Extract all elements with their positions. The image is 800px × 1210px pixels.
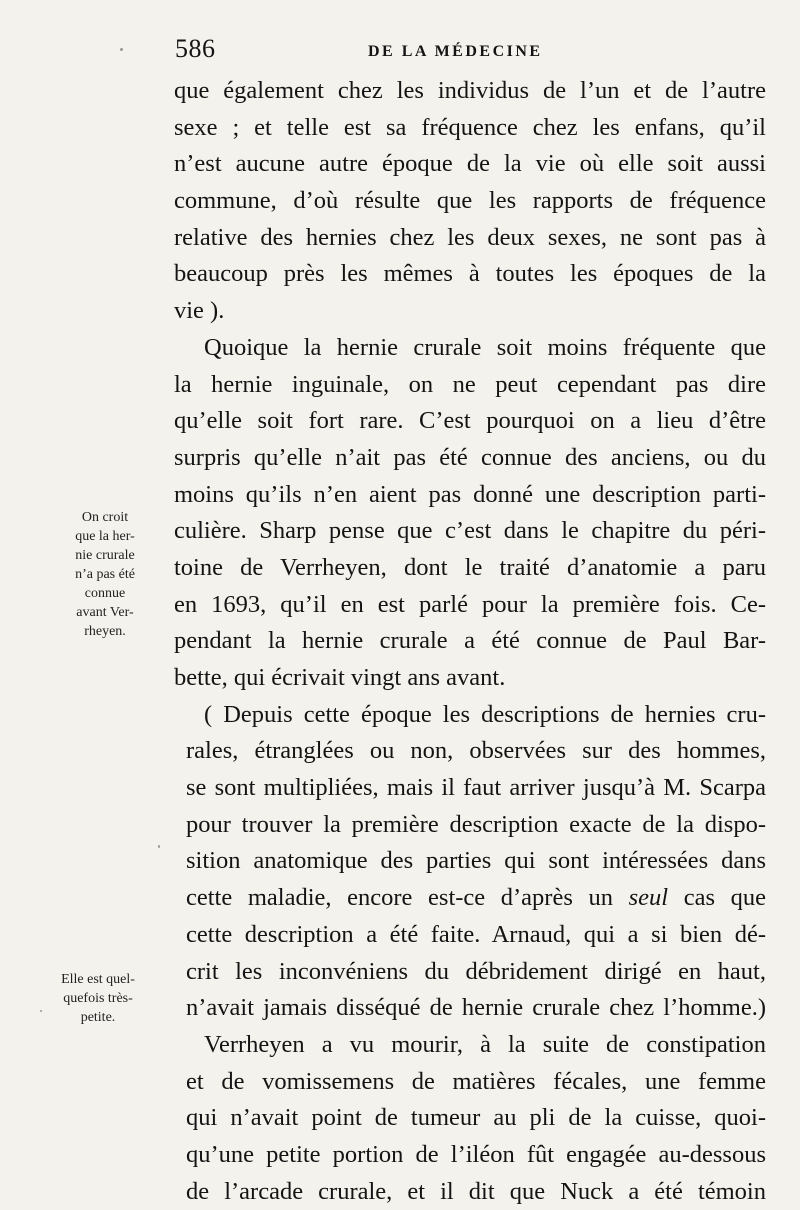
text-line: de l’arcade crurale, et il dit que Nuck a été témoin xyxy=(186,1177,766,1205)
text-line: beaucoup près les mêmes à toutes les époques de la xyxy=(174,260,766,288)
margin-note xyxy=(48,970,148,1027)
margin-note-line: avant Ver- xyxy=(76,605,134,620)
text-line: que également chez les individus de l’un et de l’autre xyxy=(174,77,766,104)
text-line: en 1693, qu’il en est parlé pour la première fois. Ce- xyxy=(174,590,766,618)
text-line: surpris qu’elle n’ait pas été connue des anciens, ou du xyxy=(174,443,766,471)
body-text xyxy=(174,73,766,1210)
text-line-with-italic xyxy=(174,880,766,917)
text-line: n’avait jamais disséqué de hernie crurale chez l’homme.) xyxy=(186,994,766,1022)
paragraph-start-line: Quoique la hernie crurale soit moins fréquente que xyxy=(204,333,766,361)
paper-speck xyxy=(158,845,160,848)
text-line: bette, qui écrivait vingt ans avant. xyxy=(174,664,506,691)
margin-note-line: n’a pas été xyxy=(75,567,135,582)
margin-note-line: connue xyxy=(84,586,126,601)
margin-note-line: que la her- xyxy=(75,529,135,544)
text-line: qu’une petite portion de l’iléon fût engagée au-dessous xyxy=(186,1140,766,1168)
paragraph-start-line: ( Depuis cette époque les descriptions de hernies cru- xyxy=(204,700,766,728)
margin-note-line: quefois très- xyxy=(63,991,133,1006)
text-line: sexe ; et telle est sa fréquence chez les enfans, qu’il xyxy=(174,113,766,141)
text-line: vie ). xyxy=(174,297,225,325)
text-line: culière. Sharp pense que c’est dans le chapitre du péri- xyxy=(174,517,766,545)
margin-note-line: petite. xyxy=(80,1010,116,1025)
margin-note-line: On croit xyxy=(81,510,129,525)
text-line: et de vomissemens de matières fécales, une femme xyxy=(186,1067,766,1095)
text-line: commune, d’où résulte que les rapports de fréquence xyxy=(174,187,766,215)
running-title: DE LA MÉDECINE xyxy=(368,43,543,60)
text-segment: cette maladie, encore est-ce d’après un xyxy=(186,884,613,912)
paragraph-start-line: Verrheyen a vu mourir, à la suite de constipation xyxy=(204,1030,766,1058)
margin-note-line: Elle est quel- xyxy=(61,972,135,987)
text-line: toine de Verrheyen, dont le traité d’anatomie a paru xyxy=(174,553,766,581)
text-line: se sont multipliées, mais il faut arriver jusqu’à M. Scarpa xyxy=(186,774,766,802)
text-line: rales, étranglées ou non, observées sur des hommes, xyxy=(186,737,766,765)
text-line: la hernie inguinale, on ne peut cependant pas dire xyxy=(174,370,766,398)
paper-speck xyxy=(40,1010,42,1012)
text-line: n’est aucune autre époque de la vie où elle soit aussi xyxy=(174,150,766,178)
margin-note-line: nie crurale xyxy=(75,548,135,563)
text-line: relative des hernies chez les deux sexes, ne sont pas à xyxy=(174,223,766,251)
text-line: sition anatomique des parties qui sont intéressées dans xyxy=(186,847,766,875)
text-line: moins qu’ils n’en aient pas donné une description parti- xyxy=(174,480,766,508)
italic-word: seul xyxy=(628,884,669,912)
text-line: qui n’avait point de tumeur au pli de la cuisse, quoi- xyxy=(186,1104,766,1132)
text-line: pour trouver la première description exacte de la dispo- xyxy=(186,810,766,838)
text-line: qu’elle soit fort rare. C’est pourquoi on a lieu d’être xyxy=(174,407,766,435)
text-line: cette description a été faite. Arnaud, qui a si bien dé- xyxy=(186,920,766,948)
paper-speck xyxy=(120,48,123,51)
margin-note-line: rheyen. xyxy=(84,624,126,639)
page-number: 586 xyxy=(175,34,216,63)
text-line: crit les inconvéniens du débridement dirigé en haut, xyxy=(186,957,766,985)
text-line: pendant la hernie crurale a été connue de Paul Bar- xyxy=(174,627,766,655)
text-segment: cas que xyxy=(683,884,766,912)
margin-note xyxy=(55,508,155,641)
